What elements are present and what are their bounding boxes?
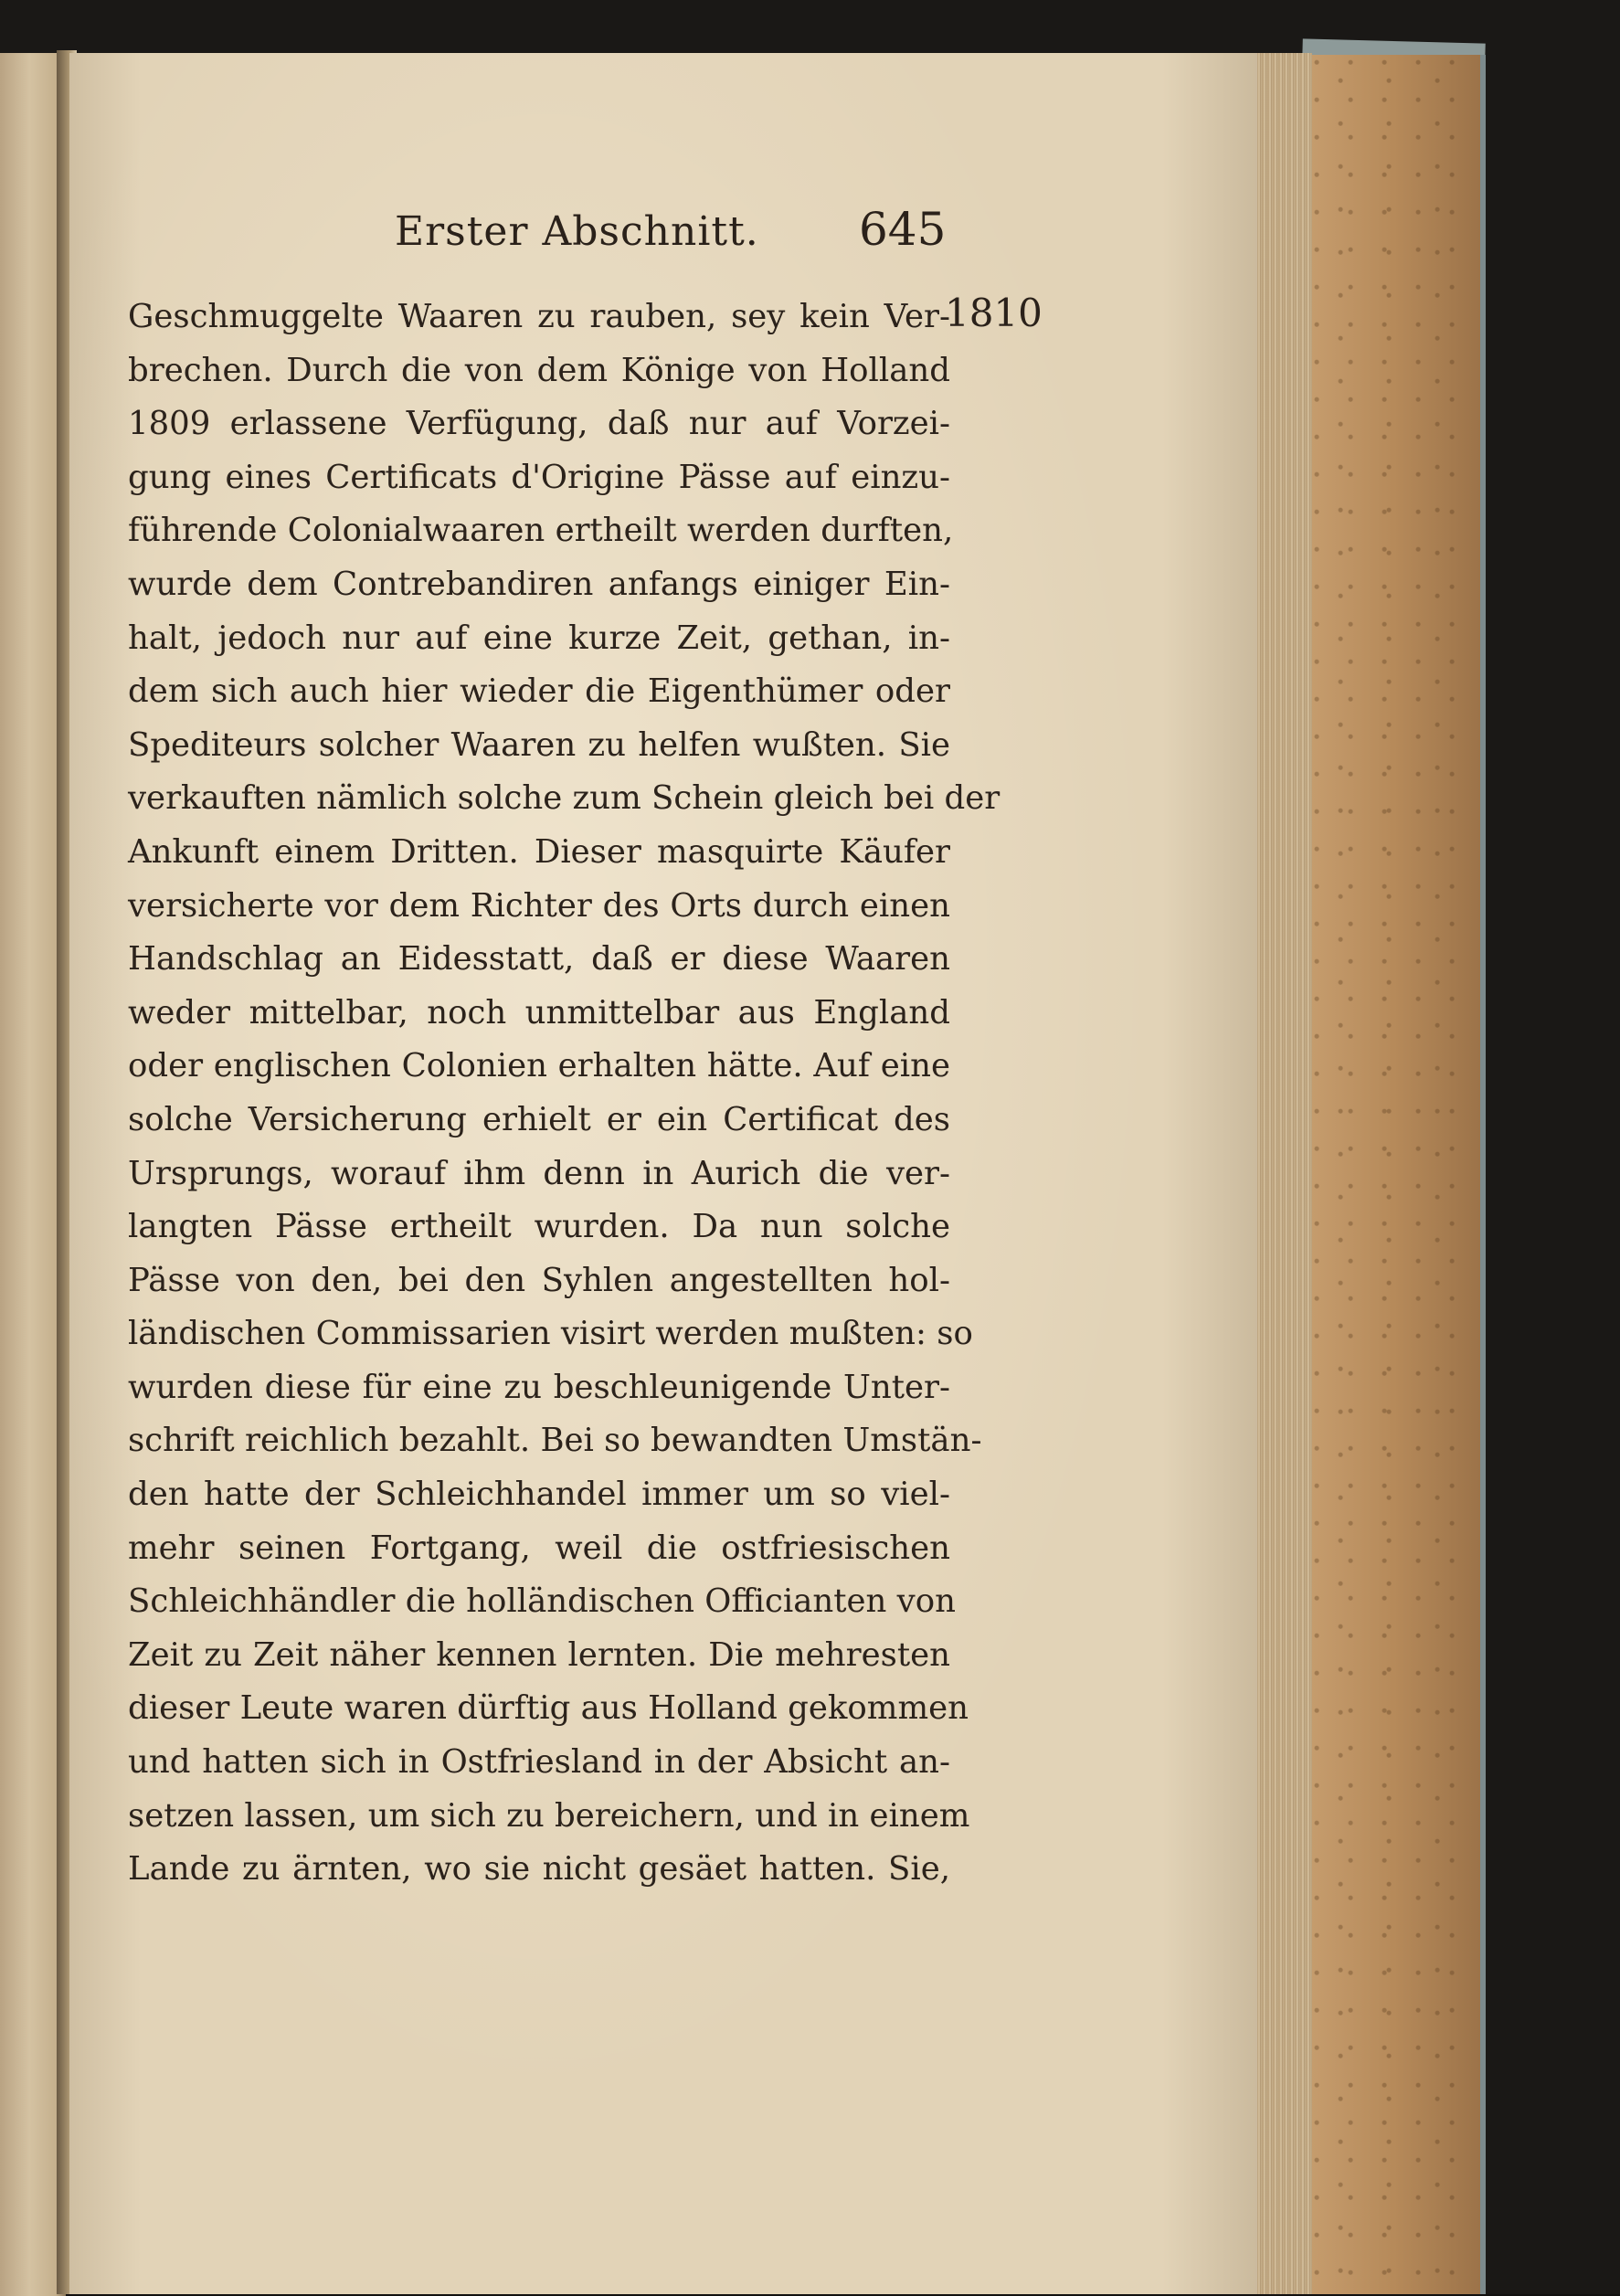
text-line: Lande zu ärnten, wo sie nicht gesäet hatten. Sie, [128,1850,950,1889]
text-line: und hatten sich in Ostfriesland in der Absicht an- [128,1743,950,1782]
text-line: halt, jedoch nur auf eine kurze Zeit, gethan, in- [128,619,950,657]
text-line: wurden diese für eine zu beschleunigende Unter- [128,1368,950,1406]
text-line: ländischen Commissarien visirt werden mußten: so [128,1315,973,1353]
back-cover-board [1307,55,1486,2294]
text-line: Schleichhändler die holländischen Officianten von [128,1582,956,1621]
text-line: Spediteurs solcher Waaren zu helfen wußten. Sie [128,725,950,764]
text-line: solche Versicherung erhielt er ein Certificat des [128,1100,950,1138]
text-line: wurde dem Contrebandiren anfangs einiger Ein- [128,565,950,603]
text-line: Handschlag an Eidesstatt, daß er diese Waaren [128,940,950,979]
text-line: Ursprungs, worauf ihm denn in Aurich die ver- [128,1154,950,1192]
text-line: Pässe von den, bei den Syhlen angestellten hol- [128,1261,950,1299]
text-line: gung eines Certificats d'Origine Pässe auf einzu- [128,458,950,496]
text-line: mehr seinen Fortgang, weil die ostfriesischen [128,1529,950,1567]
text-line: setzen lassen, um sich zu bereichern, und in einem [128,1796,970,1835]
running-head: Erster Abschnitt. [395,208,759,255]
text-line: schrift reichlich bezahlt. Bei so bewandten Umstän- [128,1422,982,1460]
text-line: langten Pässe ertheilt wurden. Da nun solche [128,1208,950,1246]
marginal-year: 1810 [945,291,1043,335]
text-line: brechen. Durch die von dem Könige von Holland [128,351,950,389]
text-line: den hatte der Schleichhandel immer um so viel- [128,1476,950,1514]
page-number: 645 [859,203,947,256]
text-line: weder mittelbar, noch unmittelbar aus England [128,993,950,1032]
text-line: dem sich auch hier wieder die Eigenthümer oder [128,672,950,711]
text-line: oder englischen Colonien erhalten hätte. Auf eine [128,1047,950,1085]
text-line: verkauften nämlich solche zum Schein gleich bei der [128,779,1001,818]
page-edges [1250,53,1312,2294]
text-line: dieser Leute waren dürftig aus Holland gekommen [128,1689,969,1728]
text-line: 1809 erlassene Verfügung, daß nur auf Vorzei- [128,405,950,443]
text-line: Zeit zu Zeit näher kennen lernten. Die mehresten [128,1635,950,1674]
text-line: Geschmuggelte Waaren zu rauben, sey kein Ver- [128,298,950,335]
text-line: führende Colonialwaaren ertheilt werden durften, [128,512,954,550]
text-line: Ankunft einem Dritten. Dieser masquirte Käufer [128,832,950,871]
text-line: versicherte vor dem Richter des Orts durch einen [128,886,950,925]
